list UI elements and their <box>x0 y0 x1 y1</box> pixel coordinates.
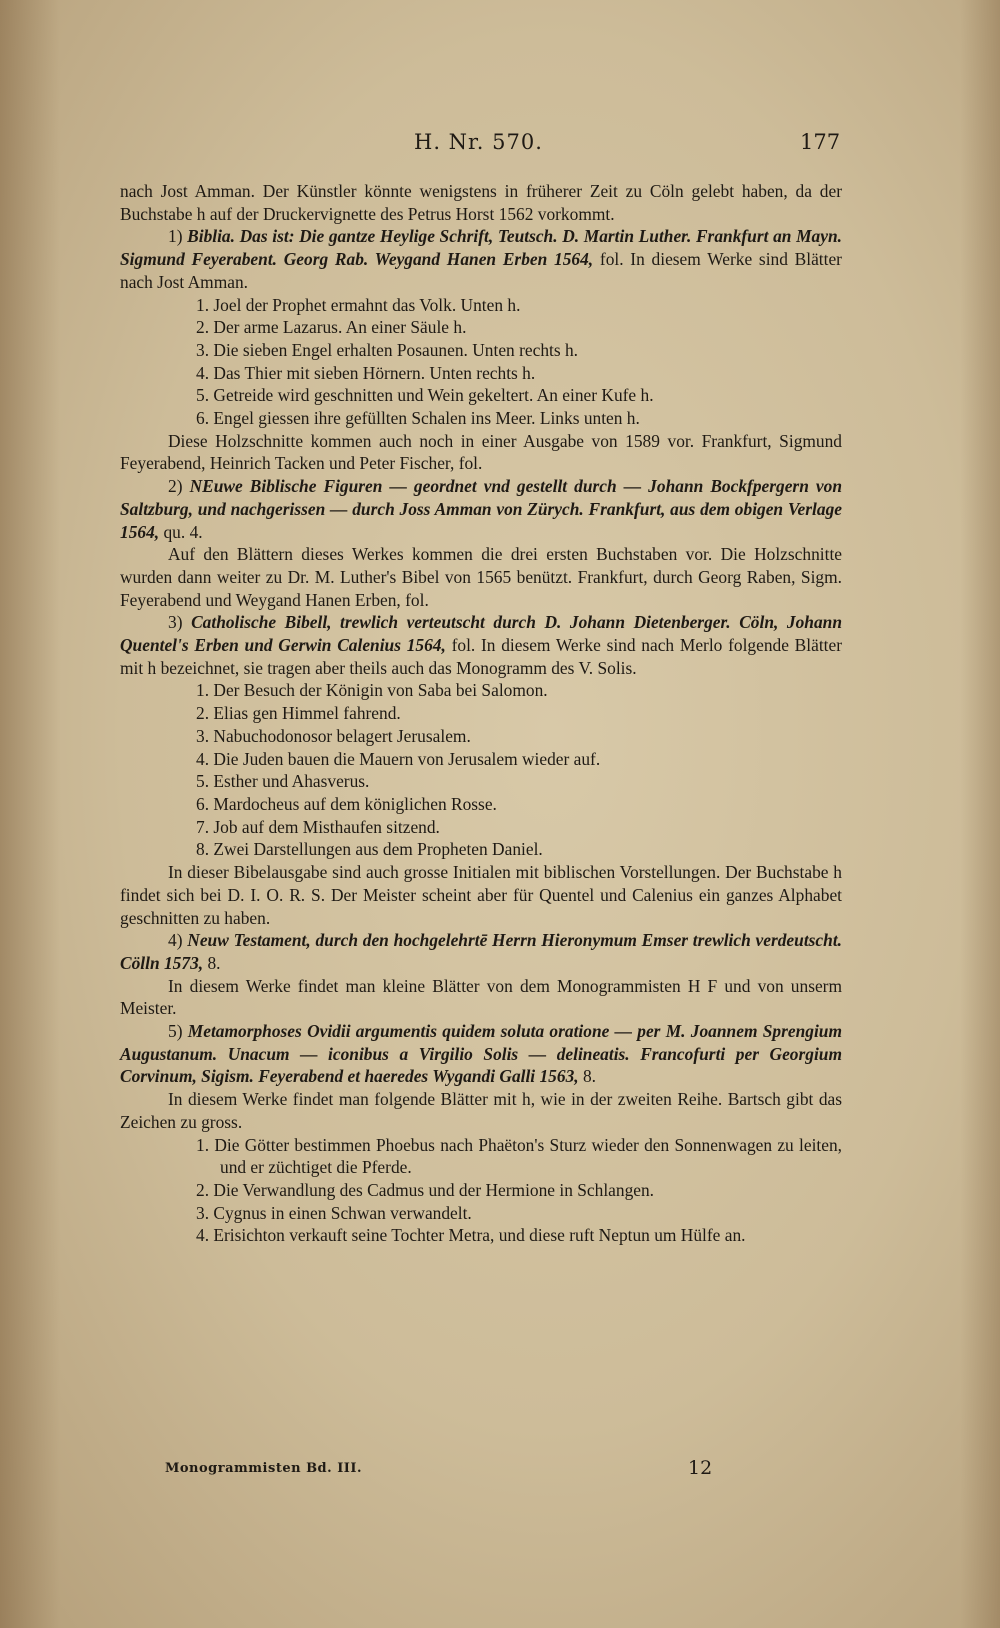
list-item: 1. Der Besuch der Königin von Saba bei Salomon. <box>196 680 548 701</box>
entry-3-text: fol. In diesem Werke sind nach Merlo folgende Blätter mit h bezeichnet, sie tragen aber theils auch das Monogramm des V. Solis. <box>120 635 842 678</box>
entry-1-number: 1) <box>168 226 183 247</box>
entry-3 <box>120 611 842 679</box>
entry-4 <box>120 929 842 974</box>
paragraph-intro: nach Jost Amman. Der Künstler könnte wenigstens in früherer Zeit zu Cöln gelebt haben, da der Buchstabe h auf der Druckervignette des Petrus Horst 1562 vorkommt. <box>120 181 842 224</box>
list-item: 8. Zwei Darstellungen aus dem Propheten Daniel. <box>196 839 543 860</box>
entry-5-title: Metamorphoses Ovidii argumentis quidem soluta oratione — per M. Joannem Sprengium Augustanum. Unacum — iconibus a Virgilio Solis — delineatis. Francofurti per Georgium Corvinum, Sigism. Feyerabend et haeredes Wygandi Galli 1563, <box>120 1021 842 1087</box>
list-item: 1. Die Götter bestimmen Phoebus nach Phaëton's Sturz wieder den Sonnenwagen zu leiten, und er züchtiget die Pferde. <box>196 1134 842 1178</box>
header-title: H. Nr. 570. <box>414 130 543 154</box>
list-item: 6. Mardocheus auf dem königlichen Rosse. <box>196 793 497 814</box>
entry-4-title: Neuw Testament, durch den hochgelehrtē Herrn Hieronymum Emser trewlich verdeutscht. Cölln 1573, <box>120 930 842 973</box>
entry-5-number: 5) <box>168 1021 183 1042</box>
list-item: 1. Joel der Prophet ermahnt das Volk. Unten h. <box>196 294 521 315</box>
entry-2 <box>120 475 842 543</box>
entry-1 <box>120 225 842 293</box>
list-item: 6. Engel giessen ihre gefüllten Schalen ins Meer. Links unten h. <box>196 408 640 429</box>
list-item: 5. Esther und Ahasverus. <box>196 771 370 792</box>
entry-5-text: 8. <box>578 1066 597 1087</box>
page-footer <box>0 1457 1000 1487</box>
entry-2-title: NEuwe Biblische Figuren — geordnet vnd gestellt durch — Johann Bockfpergern von Saltzburg, und nachgerissen — durch Joss Amman von Zürych. Frankfurt, aus dem obigen Verlage 1564, <box>120 476 843 542</box>
running-header <box>0 130 1000 160</box>
list-item: 2. Der arme Lazarus. An einer Säule h. <box>196 317 467 338</box>
list-item: 4. Das Thier mit sieben Hörnern. Unten rechts h. <box>196 362 536 383</box>
page-body <box>120 180 842 1247</box>
list-entry-1 <box>120 294 842 430</box>
entry-3-title: Catholische Bibell, trewlich verteutscht durch D. Johann Dietenberger. Cöln, Johann Quentel's Erben und Gerwin Calenius 1564, <box>120 612 842 656</box>
entry-3-number: 3) <box>168 612 183 633</box>
list-item: 2. Die Verwandlung des Cadmus und der Hermione in Schlangen. <box>196 1179 655 1200</box>
entry-4-number: 4) <box>168 930 183 951</box>
entry-4-text: 8. <box>203 952 221 973</box>
page-shadow-right <box>960 0 1000 1628</box>
paragraph-3: In dieser Bibelausgabe sind auch grosse Initialen mit biblischen Vorstellungen. Der Buchstabe h findet sich bei D. I. O. R. S. Der Meister scheint aber für Quentel und Calenius ein ganzes Alphabet geschnitten zu haben. <box>120 862 842 928</box>
list-item: 2. Elias gen Himmel fahrend. <box>196 703 401 724</box>
list-item: 4. Erisichton verkauft seine Tochter Metra, und diese ruft Neptun um Hülfe an. <box>196 1225 746 1246</box>
paragraph-2: Auf den Blättern dieses Werkes kommen die drei ersten Buchstaben vor. Die Holzschnitte wurden dann weiter zu Dr. M. Luther's Bibel von 1565 benützt. Frankfurt, durch Georg Raben, Sigm. Feyerabend und Weygand Hanen Erben, fol. <box>120 544 842 610</box>
list-item: 3. Nabuchodonosor belagert Jerusalem. <box>196 725 471 746</box>
signature-mark: Monogrammisten Bd. III. <box>165 1461 362 1476</box>
list-item: 4. Die Juden bauen die Mauern von Jerusalem wieder auf. <box>196 748 601 769</box>
paragraph-1: Diese Holzschnitte kommen auch noch in einer Ausgabe von 1589 vor. Frankfurt, Sigmund Feyerabend, Heinrich Tacken und Peter Fischer, fol. <box>120 430 842 474</box>
entry-1-title: Biblia. Das ist: Die gantze Heylige Schrift, Teutsch. D. Martin Luther. Frankfurt an Mayn. Sigmund Feyerabent. Georg Rab. Weygand Hanen Erben 1564, <box>120 226 842 270</box>
entry-2-number: 2) <box>168 476 183 497</box>
paragraph-4: In diesem Werke findet man kleine Blätter von dem Monogrammisten H F und von unserm Meister. <box>120 975 842 1019</box>
page-number: 177 <box>800 130 841 154</box>
list-entry-5 <box>120 1134 842 1248</box>
list-item: 5. Getreide wird geschnitten und Wein gekeltert. An einer Kufe h. <box>196 385 654 406</box>
entry-1-text: fol. In diesem Werke sind Blätter nach Jost Amman. <box>120 249 842 292</box>
paragraph-5: In diesem Werke findet man folgende Blätter mit h, wie in der zweiten Reihe. Bartsch gibt das Zeichen zu gross. <box>120 1089 842 1132</box>
list-item: 3. Cygnus in einen Schwan verwandelt. <box>196 1202 472 1223</box>
list-item: 3. Die sieben Engel erhalten Posaunen. Unten rechts h. <box>196 339 578 360</box>
list-entry-3 <box>120 679 842 861</box>
entry-5 <box>120 1020 842 1088</box>
page-shadow-left <box>0 0 60 1628</box>
list-item: 7. Job auf dem Misthaufen sitzend. <box>196 816 440 837</box>
gathering-number: 12 <box>688 1457 713 1479</box>
entry-2-text: qu. 4. <box>159 521 203 542</box>
